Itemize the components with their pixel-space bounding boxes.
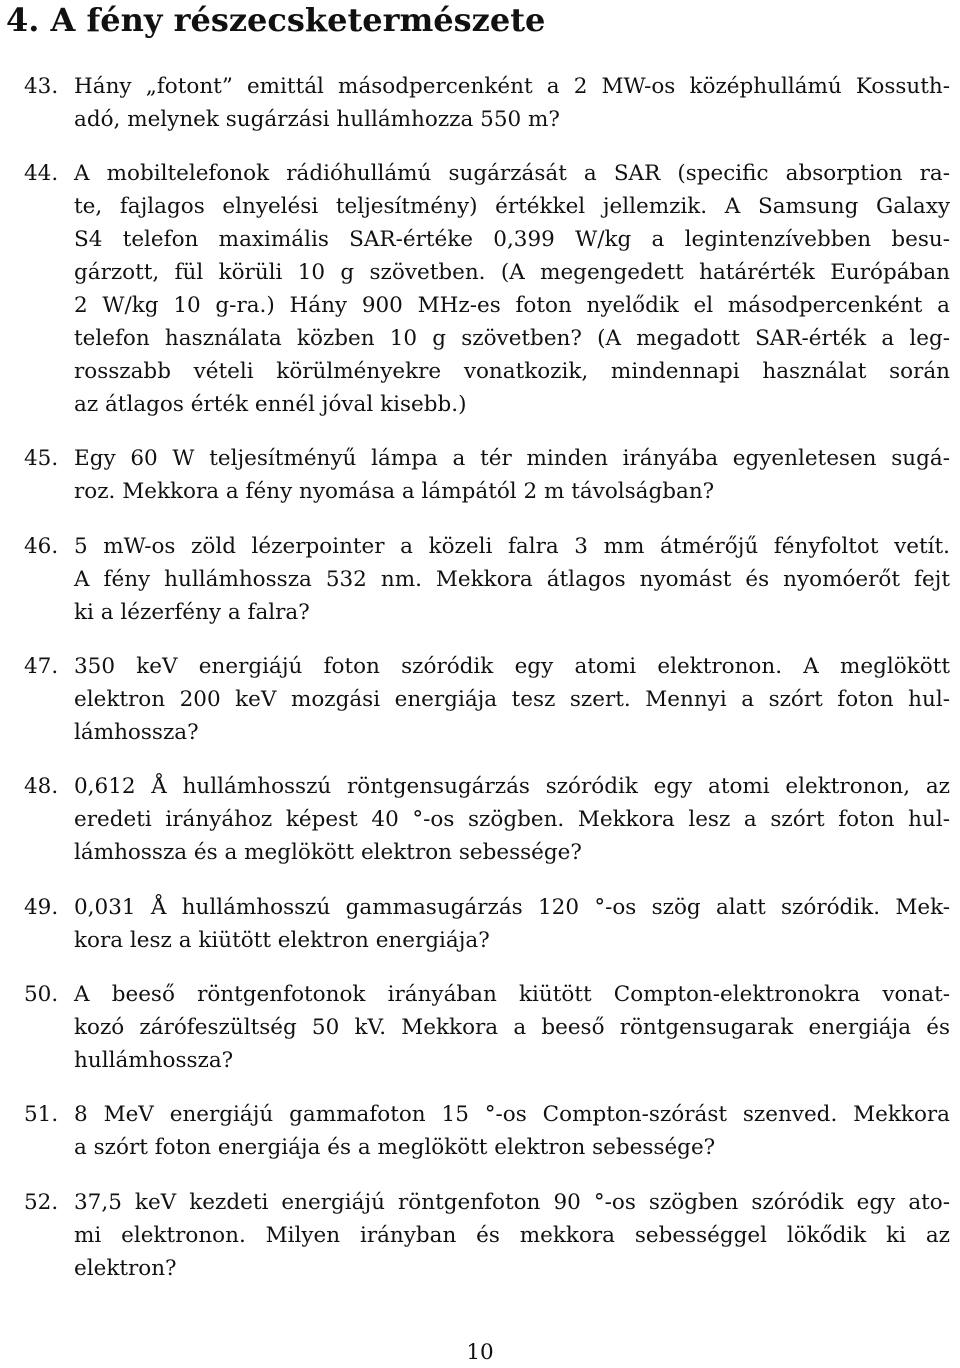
problem-line: A fény hullámhossza 532 nm. Mekkora átlagos nyomást és nyomóerőt fejt bbox=[74, 567, 950, 592]
problem-number: 50. bbox=[24, 982, 59, 1007]
problem-number: 45. bbox=[24, 446, 59, 471]
problem-line: A mobiltelefonok rádióhullámú sugárzását a SAR (specific absorption ra- bbox=[74, 161, 950, 186]
problem-line: 350 keV energiájú foton szóródik egy atomi elektronon. A meglökött bbox=[74, 654, 950, 679]
problem-line: rosszabb vételi körülményekre vonatkozik, mindennapi használat során bbox=[74, 359, 950, 384]
problem-text bbox=[74, 770, 950, 869]
problem-line: te, fajlagos elnyelési teljesítmény) értékkel jellemzik. A Samsung Galaxy bbox=[74, 194, 950, 219]
problem-line: 8 MeV energiájú gammafoton 15 °-os Compton-szórást szenved. Mekkora bbox=[74, 1102, 950, 1127]
problem-number: 44. bbox=[24, 161, 59, 186]
problem-text bbox=[74, 157, 950, 421]
problem-line: 0,031 Å hullámhosszú gammasugárzás 120 °-os szög alatt szóródik. Mek- bbox=[74, 895, 950, 920]
problem-number: 47. bbox=[24, 654, 59, 679]
problem-line: lámhossza? bbox=[74, 720, 199, 745]
problem-line: a szórt foton energiája és a meglökött elektron sebessége? bbox=[74, 1135, 716, 1160]
problem-line: S4 telefon maximális SAR-értéke 0,399 W/kg a legintenzívebben besu- bbox=[74, 227, 950, 252]
problem-text bbox=[74, 1098, 950, 1164]
problem-line: gárzott, fül körüli 10 g szövetben. (A megengedett határérték Európában bbox=[74, 260, 950, 285]
problem-line: 5 mW-os zöld lézerpointer a közeli falra 3 mm átmérőjű fényfoltot vetít. bbox=[74, 534, 950, 559]
problem-line: telefon használata közben 10 g szövetben? (A megadott SAR-érték a leg- bbox=[74, 326, 950, 351]
problem-number: 46. bbox=[24, 534, 59, 559]
problem-text bbox=[74, 70, 950, 136]
problem-text bbox=[74, 530, 950, 629]
problem-number: 51. bbox=[24, 1102, 59, 1127]
problem-line: az átlagos érték ennél jóval kisebb.) bbox=[74, 392, 467, 417]
problem-text bbox=[74, 1186, 950, 1285]
problem-text bbox=[74, 978, 950, 1077]
problem-line: elektron 200 keV mozgási energiája tesz szert. Mennyi a szórt foton hul- bbox=[74, 687, 950, 712]
problem-line: mi elektronon. Milyen irányban és mekkora sebességgel lökődik ki az bbox=[74, 1223, 950, 1248]
problem-line: kozó zárófeszültség 50 kV. Mekkora a beeső röntgensugarak energiája és bbox=[74, 1015, 950, 1040]
problem-line: eredeti irányához képest 40 °-os szögben. Mekkora lesz a szórt foton hul- bbox=[74, 807, 950, 832]
problem-line: kora lesz a kiütött elektron energiája? bbox=[74, 928, 490, 953]
problem-line: elektron? bbox=[74, 1256, 177, 1281]
problem-number: 48. bbox=[24, 774, 59, 799]
section-title: 4. A fény részecsketermészete bbox=[6, 1, 546, 39]
problem-line: 2 W/kg 10 g-ra.) Hány 900 MHz-es foton nyelődik el másodpercenként a bbox=[74, 293, 950, 318]
problem-line: Hány „fotont” emittál másodpercenként a 2 MW-os középhullámú Kossuth- bbox=[74, 74, 950, 99]
problem-line: lámhossza és a meglökött elektron sebessége? bbox=[74, 840, 582, 865]
problem-line: 0,612 Å hullámhosszú röntgensugárzás szóródik egy atomi elektronon, az bbox=[74, 774, 950, 799]
page-number: 10 bbox=[466, 1340, 494, 1365]
problem-number: 49. bbox=[24, 895, 59, 920]
problem-text bbox=[74, 442, 950, 508]
problem-text bbox=[74, 891, 950, 957]
problem-line: hullámhossza? bbox=[74, 1048, 234, 1073]
problem-number: 52. bbox=[24, 1190, 59, 1215]
problem-line: Egy 60 W teljesítményű lámpa a tér minden irányába egyenletesen sugá- bbox=[74, 446, 950, 471]
problem-line: adó, melynek sugárzási hullámhozza 550 m? bbox=[74, 107, 560, 132]
problem-text bbox=[74, 650, 950, 749]
problem-line: A beeső röntgenfotonok irányában kiütött Compton-elektronokra vonat- bbox=[74, 982, 950, 1007]
problem-line: roz. Mekkora a fény nyomása a lámpától 2 m távolságban? bbox=[74, 479, 715, 504]
problem-line: ki a lézerfény a falra? bbox=[74, 600, 310, 625]
problem-line: 37,5 keV kezdeti energiájú röntgenfoton 90 °-os szögben szóródik egy ato- bbox=[74, 1190, 950, 1215]
problem-number: 43. bbox=[24, 74, 59, 99]
